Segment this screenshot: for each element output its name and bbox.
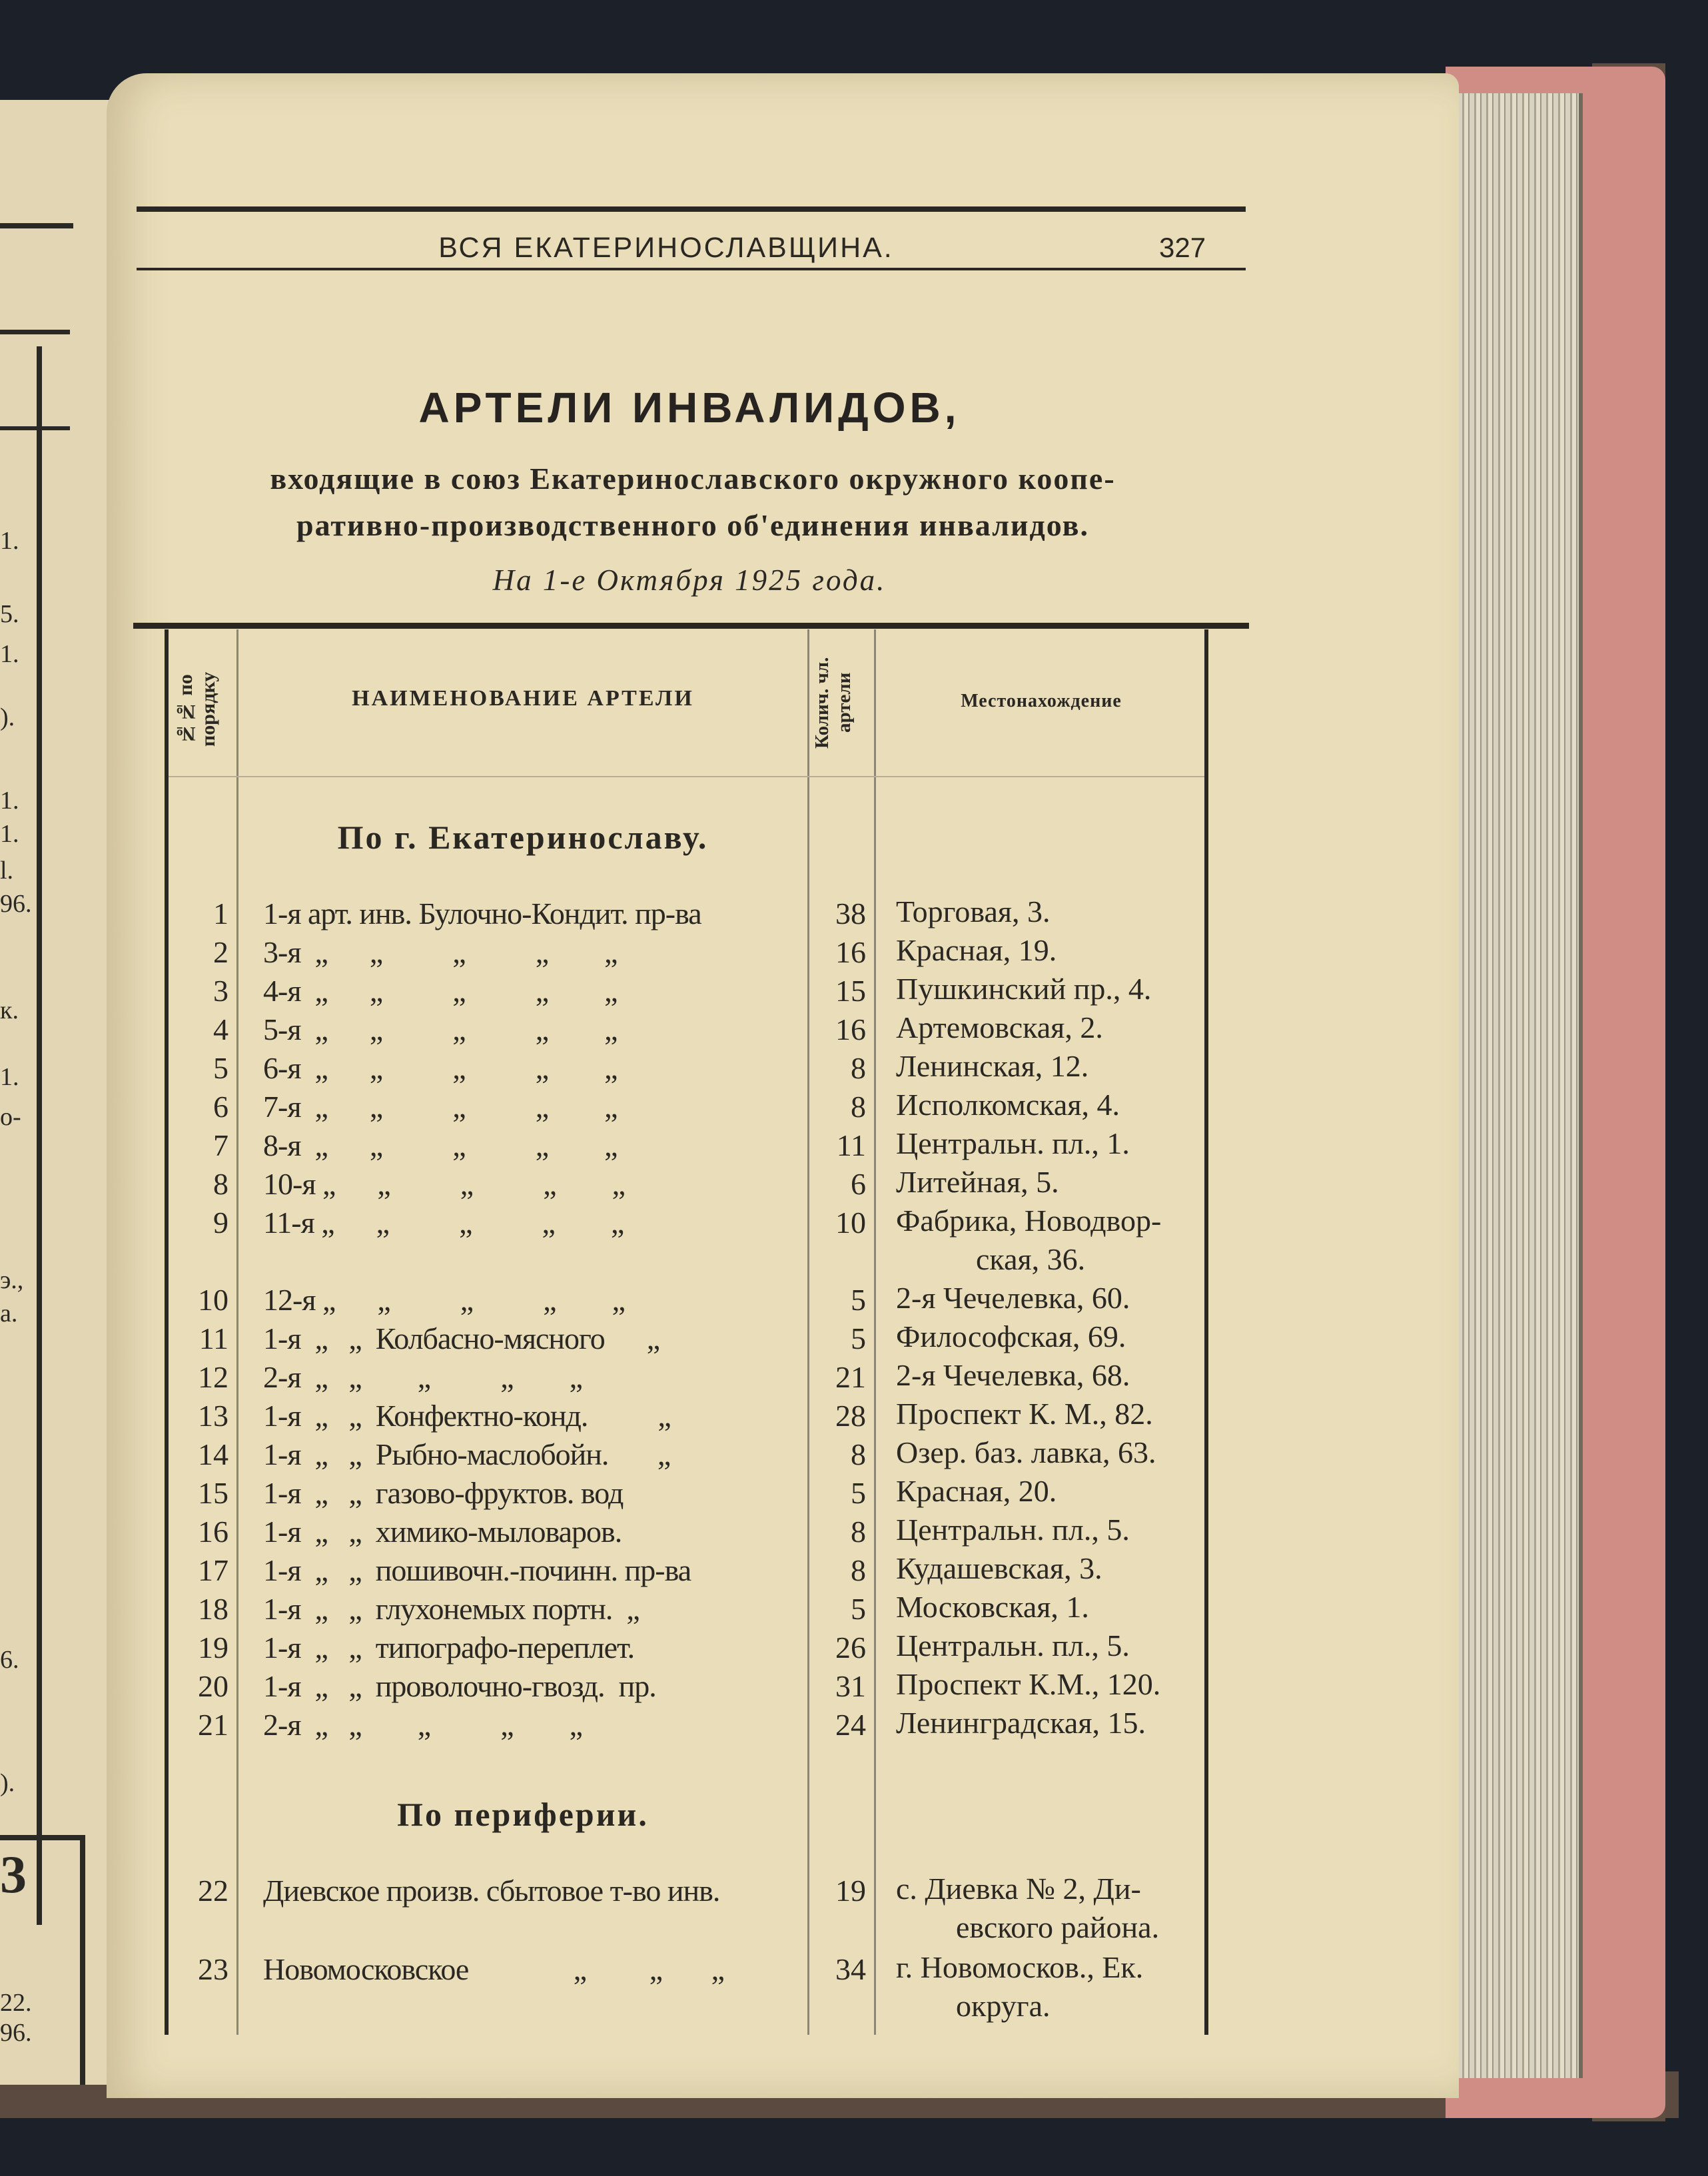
row-count: 5 [851, 1476, 866, 1510]
row-count: 21 [835, 1360, 866, 1394]
row-name: 1-я „ „ пошивочн.-починн. пр-ва [263, 1553, 691, 1587]
column-divider [874, 629, 876, 2035]
row-name: 1-я „ „ проволочно-гвозд. пр. [263, 1669, 656, 1703]
row-number: 19 [198, 1631, 228, 1664]
left-text-fragment: а. [0, 1299, 18, 1327]
left-text-fragment: ). [0, 1769, 15, 1797]
row-number: 5 [213, 1051, 228, 1085]
row-number: 23 [198, 1952, 228, 1986]
left-text-fragment: 96. [0, 2019, 32, 2047]
column-header-name: НАИМЕНОВАНИЕ АРТЕЛИ [352, 686, 694, 711]
row-location: Артемовская, 2. [896, 1010, 1103, 1044]
column-header-location: Местонахождение [961, 691, 1122, 711]
header-rule-bottom [137, 268, 1246, 270]
left-text-fragment: 3 [0, 1846, 27, 1904]
row-location: Красная, 19. [896, 933, 1057, 967]
left-text-fragment: ). [0, 703, 15, 731]
row-number: 3 [213, 974, 228, 1008]
row-location: Проспект К.М., 120. [896, 1667, 1161, 1701]
row-count: 11 [836, 1128, 866, 1162]
left-text-fragment: 1. [0, 787, 19, 815]
row-number: 14 [198, 1437, 228, 1471]
row-name: 5-я „ „ „ „ „ [263, 1012, 618, 1046]
left-text-fragment: 1. [0, 820, 19, 848]
row-number: 18 [198, 1592, 228, 1626]
page-number: 327 [1159, 232, 1206, 263]
right-page [107, 73, 1459, 2098]
row-location: 2-я Чечелевка, 68. [896, 1358, 1130, 1392]
row-number: 20 [198, 1669, 228, 1703]
row-count: 16 [835, 935, 866, 969]
row-name: 1-я „ „ Колбасно-мясного „ [263, 1321, 660, 1355]
row-count: 24 [835, 1708, 866, 1742]
left-text-fragment: 6. [0, 1646, 19, 1674]
row-number: 21 [198, 1708, 228, 1742]
row-count: 8 [851, 1090, 866, 1124]
left-text-fragment: 5. [0, 600, 19, 628]
left-text-fragment: э., [0, 1266, 24, 1294]
row-number: 16 [198, 1515, 228, 1549]
column-header-members: Колич. чл. артели [811, 657, 855, 749]
row-location: Красная, 20. [896, 1474, 1057, 1508]
subtitle-line-1: входящие в союз Екатеринославского окружного коопе- [270, 462, 1116, 496]
table-top-rule [133, 623, 1249, 629]
section-heading-city: По г. Екатеринославу. [337, 819, 709, 856]
row-number: 6 [213, 1090, 228, 1124]
left-text-fragment: 22. [0, 1989, 32, 2017]
left-text-fragment: 1. [0, 640, 19, 668]
row-location [896, 1870, 1209, 1947]
row-count: 19 [835, 1874, 866, 1908]
subtitle-line-2: ративно-производственного об'единения инвалидов. [296, 508, 1089, 542]
row-number: 7 [213, 1128, 228, 1162]
row-name: 2-я „ „ „ „ „ [263, 1360, 583, 1394]
row-location: Пушкинский пр., 4. [896, 972, 1152, 1006]
row-count: 34 [835, 1952, 866, 1986]
row-name: 7-я „ „ „ „ „ [263, 1090, 618, 1124]
row-location-line-2: ская, 36. [976, 1242, 1086, 1276]
left-page-rule [0, 223, 73, 228]
column-header-number: №№ по порядку [175, 671, 219, 747]
left-text-fragment: к. [0, 996, 19, 1024]
row-count: 28 [835, 1399, 866, 1433]
page-stack-edges [1446, 93, 1583, 2078]
row-count: 5 [851, 1321, 866, 1355]
row-count: 8 [851, 1553, 866, 1587]
row-count: 5 [851, 1592, 866, 1626]
table-left-border [165, 629, 169, 2035]
row-location-line-2: округа. [956, 1989, 1051, 2023]
left-page-vline [37, 346, 42, 1925]
row-name: 3-я „ „ „ „ „ [263, 935, 618, 969]
row-name: 1-я „ „ глухонемых портн. „ [263, 1592, 640, 1626]
row-name: 1-я „ „ химико-мыловаров. [263, 1515, 622, 1549]
header-underline [169, 776, 1204, 777]
row-location: Философская, 69. [896, 1319, 1126, 1353]
row-location: Центральн. пл., 1. [896, 1126, 1130, 1160]
row-number: 10 [198, 1283, 228, 1317]
row-name: Диевское произв. сбытовое т-во инв. [263, 1874, 720, 1908]
row-location [896, 1948, 1209, 2025]
row-name: 10-я „ „ „ „ „ [263, 1167, 626, 1201]
row-count: 16 [835, 1012, 866, 1046]
row-location: Ленинградская, 15. [896, 1706, 1146, 1740]
row-name: Новомосковское „ „ „ [263, 1952, 725, 1986]
row-location: Проспект К. М., 82. [896, 1397, 1153, 1431]
header-rule-top [137, 206, 1246, 212]
section-heading-periphery: По периферии. [397, 1796, 649, 1833]
row-count: 8 [851, 1051, 866, 1085]
left-text-fragment: l. [0, 857, 14, 885]
row-location: Исполкомская, 4. [896, 1088, 1120, 1122]
row-number: 13 [198, 1399, 228, 1433]
row-name: 1-я „ „ газово-фруктов. вод [263, 1476, 624, 1510]
row-location-line: с. Диевка № 2, Ди- [896, 1872, 1141, 1906]
row-location-line-2: евского района. [956, 1910, 1160, 1944]
row-count: 10 [835, 1206, 866, 1240]
row-location: Кудашевская, 3. [896, 1551, 1102, 1585]
row-location: Озер. баз. лавка, 63. [896, 1435, 1156, 1469]
row-location: Торговая, 3. [896, 895, 1051, 928]
row-name: 11-я „ „ „ „ „ [263, 1206, 624, 1240]
row-location: Центральн. пл., 5. [896, 1513, 1130, 1547]
row-name: 4-я „ „ „ „ „ [263, 974, 618, 1008]
row-count: 26 [835, 1631, 866, 1664]
column-divider [236, 629, 238, 2035]
left-page-rule [0, 330, 70, 334]
row-location: Московская, 1. [896, 1590, 1089, 1624]
row-name: 12-я „ „ „ „ „ [263, 1283, 626, 1317]
date-line: На 1-е Октября 1925 года. [492, 563, 887, 597]
row-name: 1-я „ „ Рыбно-маслобойн. „ [263, 1437, 671, 1471]
row-count: 15 [835, 974, 866, 1008]
row-number: 11 [199, 1321, 228, 1355]
page-title: АРТЕЛИ ИНВАЛИДОВ, [418, 384, 961, 432]
row-count: 5 [851, 1283, 866, 1317]
row-number: 8 [213, 1167, 228, 1201]
row-number: 17 [198, 1553, 228, 1587]
left-page-rule [0, 426, 70, 430]
row-number: 15 [198, 1476, 228, 1510]
running-title: ВСЯ ЕКАТЕРИНОСЛАВЩИНА. [438, 232, 894, 264]
left-text-fragment: 1. [0, 1063, 19, 1091]
row-count: 8 [851, 1515, 866, 1549]
row-location-line: Фабрика, Новодвор- [896, 1204, 1162, 1238]
row-count: 38 [835, 897, 866, 930]
row-name: 1-я „ „ типографо-переплет. [263, 1631, 635, 1664]
row-name: 6-я „ „ „ „ „ [263, 1051, 618, 1085]
row-number: 12 [198, 1360, 228, 1394]
row-number: 1 [213, 897, 228, 930]
row-location-line: г. Новомосков., Ек. [896, 1950, 1144, 1984]
row-number: 22 [198, 1874, 228, 1908]
row-name: 2-я „ „ „ „ „ [263, 1708, 583, 1742]
row-location: Центральн. пл., 5. [896, 1629, 1130, 1662]
row-name: 8-я „ „ „ „ „ [263, 1128, 618, 1162]
left-page-rule [0, 1835, 83, 1840]
row-count: 31 [835, 1669, 866, 1703]
row-location: 2-я Чечелевка, 60. [896, 1281, 1130, 1315]
row-number: 9 [213, 1206, 228, 1240]
left-text-fragment: о- [0, 1103, 21, 1131]
left-text-fragment: 96. [0, 890, 32, 918]
row-location: Ленинская, 12. [896, 1049, 1089, 1083]
row-count: 6 [851, 1167, 866, 1201]
row-location: Литейная, 5. [896, 1165, 1059, 1199]
row-number: 4 [213, 1012, 228, 1046]
row-location [896, 1202, 1209, 1279]
left-page-vline [80, 1835, 85, 2085]
row-name: 1-я „ „ Конфектно-конд. „ [263, 1399, 671, 1433]
row-number: 2 [213, 935, 228, 969]
row-count: 8 [851, 1437, 866, 1471]
row-name: 1-я арт. инв. Булочно-Кондит. пр-ва [263, 897, 701, 930]
left-text-fragment: 1. [0, 527, 19, 555]
